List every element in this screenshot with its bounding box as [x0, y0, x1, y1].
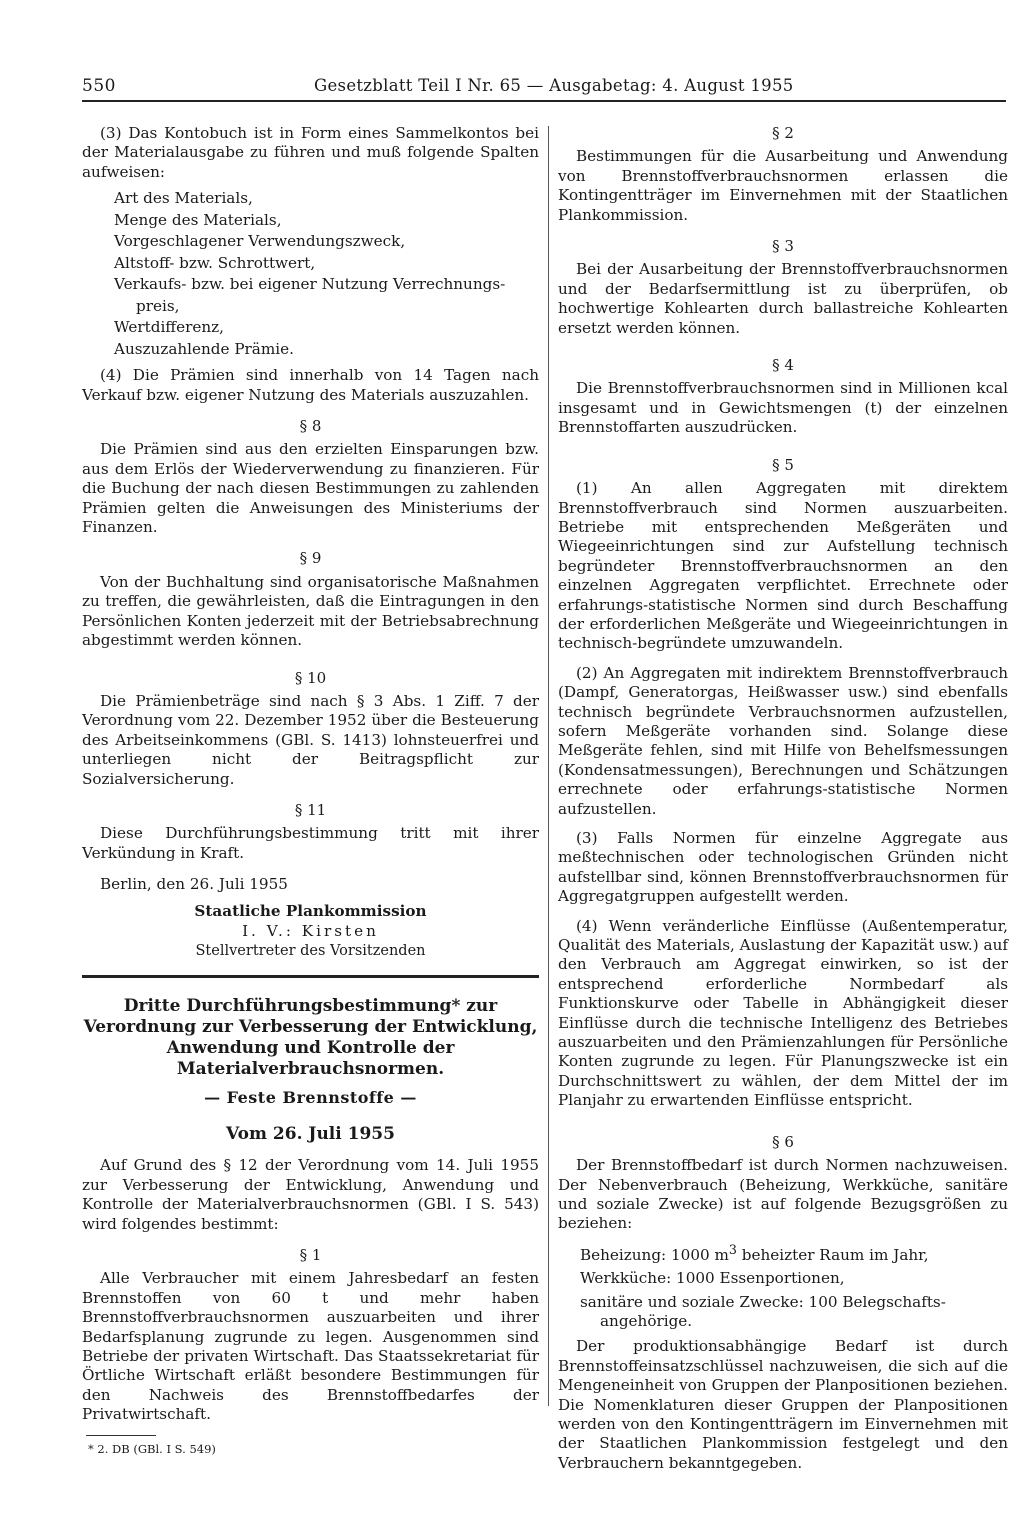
- page-header: [82, 74, 1006, 102]
- reference-item-canteen: Werkküche: 1000 Essenportionen,: [580, 1269, 845, 1288]
- section-heading: § 9: [299, 549, 322, 568]
- section-9-text: Von der Buchhaltung sind organisatorische Maßnahmen zu treffen, die gewährleisten, daß die Eintragungen in den Persönlichen Konten jederzeit mit der Betriebsabrechnung abgestimmt werden können.: [82, 572, 539, 650]
- section-4-text: Die Brennstoffverbrauchsnormen sind in Millionen kcal insgesamt und in Gewichtsmengen (t) der einzelnen Brennstoffarten auszudrücken.: [558, 379, 1008, 437]
- section-6-text-2: Der produktionsabhängige Bedarf ist durch Brennstoffeinsatzschlüssel nachzuweisen, die sich auf die Mengeneinheit von Gruppen der Planpositionen beziehen. Die Nomenklaturen dieser Gruppen der Planpositionen werden von den Kontingentträgern im Einvernehmen mit der Staatlichen Plankommission festgelegt und den Verbrauchern bekanntgegeben.: [558, 1337, 1008, 1472]
- place-and-date: Berlin, den 26. Juli 1955: [100, 875, 288, 894]
- footnote-rule: [86, 1435, 156, 1436]
- list-item: preis,: [136, 296, 180, 315]
- document-date: Vom 26. Juli 1955: [226, 1123, 395, 1144]
- section-heading: § 11: [294, 800, 327, 819]
- section-6-text: Der Brennstoffbedarf ist durch Normen nachzuweisen. Der Nebenverbrauch (Beheizung, Werkküche, sanitäre und soziale Zwecke) ist auf folgende Bezugsgrößen zu beziehen:: [558, 1156, 1008, 1233]
- section-5-paragraph-4: (4) Wenn veränderliche Einflüsse (Außentemperatur, Qualität des Materials, Auslastung der Kapazität usw.) auf den Verbrauch am Aggregat einwirken, so ist der entsprechend erforderliche Normbedarf als Funktionskurve oder Tabelle in Abhängigkeit dieser Einflüsse durch die technische Intelligenz des Betriebes auszuarbeiten und den Prämienzahlungen für Persönliche Konten zugrunde zu legen. Für Planungszwecke ist ein Durchschnittswert zu wählen, der dem Mittel der im Planjahr zu erwartenden Einflüsse entspricht.: [558, 916, 1008, 1110]
- column-divider: [548, 126, 549, 1406]
- running-title: Gesetzblatt Teil I Nr. 65 — Ausgabetag: 4. August 1955: [314, 76, 794, 95]
- section-heading: § 4: [772, 356, 794, 375]
- page-number: 550: [82, 76, 116, 96]
- section-10-text: Die Prämienbeträge sind nach § 3 Abs. 1 Ziff. 7 der Verordnung vom 22. Dezember 1952 über die Besteuerung des Arbeitseinkommens (GBl. S. 1413) lohnsteuerfrei und unterliegen nicht der Beitragspflicht zur Sozialversicherung.: [82, 691, 539, 788]
- list-item: Wertdifferenz,: [114, 318, 224, 337]
- list-item: Altstoff- bzw. Schrottwert,: [114, 253, 316, 272]
- section-heading: § 6: [772, 1132, 794, 1151]
- section-11-text: Diese Durchführungsbestimmung tritt mit ihrer Verkündung in Kraft.: [82, 824, 539, 862]
- reference-item-sanitary: sanitäre und soziale Zwecke: 100 Belegschafts-: [580, 1292, 946, 1311]
- section-5-paragraph-3: (3) Falls Normen für einzelne Aggregate aus meßtechnischen oder technologischen Gründen nicht aufstellbar sind, können Brennstoffverbrauchsnormen für Aggregatgruppen aufgestellt werden.: [558, 829, 1008, 906]
- reference-item-sanitary-cont: angehörige.: [600, 1312, 693, 1330]
- section-5-paragraph-1: (1) An allen Aggregaten mit direktem Brennstoffverbrauch sind Normen auszuarbeiten. Betriebe mit entsprechenden Meßgeräten und Wiegeeinrichtungen sind zur Aufstellung technisch begründeter Brennstoffverbrauchsnormen an den einzelnen Aggregaten verpflichtet. Errechnete oder erfahrungs-statistische Normen sind durch Beschaffung der erforderlichen Meßgeräte und Wiegeeinrichtungen in technisch-begründete umzuwandeln.: [558, 479, 1008, 653]
- list-item: Menge des Materials,: [114, 210, 282, 229]
- section-2-text: Bestimmungen für die Ausarbeitung und Anwendung von Brennstoffverbrauchsnormen erlassen die Kontingentträger im Einvernehmen mit der Staatlichen Plankommission.: [558, 147, 1008, 224]
- list-item: Verkaufs- bzw. bei eigener Nutzung Verrechnungs-: [114, 275, 506, 294]
- section-heading: § 10: [294, 668, 327, 687]
- signature-block: [82, 901, 539, 961]
- right-column: [558, 124, 1008, 1473]
- issuing-authority: Staatliche Plankommission: [194, 901, 427, 920]
- section-1-text: Alle Verbraucher mit einem Jahresbedarf an festen Brennstoffen von 60 t und mehr haben Brennstoffverbrauchsnormen auszuarbeiten und ihrer Bedarfsplanung zugrunde zu legen. Ausgenommen sind Betriebe der privaten Wirtschaft. Das Staatssekretariat für Örtliche Wirtschaft erläßt besondere Bestimmungen für den Nachweis des Brennstoffbedarfes der Privatwirtschaft.: [82, 1269, 539, 1424]
- section-heading: § 3: [772, 237, 794, 256]
- signer-name: I. V.: Kirsten: [242, 921, 379, 940]
- section-heading: § 2: [772, 124, 794, 142]
- preamble: Auf Grund des § 12 der Verordnung vom 14. Juli 1955 zur Verbesserung der Entwicklung, Anwendung und Kontrolle der Materialverbrauchsnormen (GBl. I S. 543) wird folgendes bestimmt:: [82, 1156, 539, 1233]
- document-title: Dritte Durchführungsbestimmung* zur Verordnung zur Verbesserung der Entwicklung, Anwendung und Kontrolle der Materialverbrauchsnormen.: [83, 995, 538, 1079]
- section-8-text: Die Prämien sind aus den erzielten Einsparungen bzw. aus dem Erlös der Wiederverwendung zu finanzieren. Für die Buchung der nach diesen Bestimmungen zu zahlenden Prämien gelten die Anweisungen des Ministeriums der Finanzen.: [82, 440, 539, 537]
- reference-item-heating: Beheizung: 1000 $m^3$ beheizter Raum im Jahr,: [580, 1241, 929, 1264]
- paragraph-4: (4) Die Prämien sind innerhalb von 14 Tagen nach Verkauf bzw. eigener Nutzung des Materials auszuzahlen.: [82, 366, 539, 404]
- list-item: Vorgeschlagener Verwendungszweck,: [114, 232, 406, 251]
- left-column: [82, 124, 539, 1459]
- section-heading: § 1: [299, 1246, 322, 1264]
- account-columns-list: [114, 188, 539, 360]
- section-divider: [82, 975, 539, 978]
- section-heading: § 5: [772, 455, 794, 474]
- list-item: Auszuzahlende Prämie.: [114, 339, 294, 358]
- document-subtitle: — Feste Brennstoffe —: [204, 1087, 417, 1107]
- section-3-text: Bei der Ausarbeitung der Brennstoffverbrauchsnormen und der Bedarfsermittlung ist zu überprüfen, ob hochwertige Kohlearten durch ballastreiche Kohlearten ersetzt werden können.: [558, 260, 1008, 337]
- section-5-paragraph-2: (2) An Aggregaten mit indirektem Brennstoffverbrauch (Dampf, Generatorgas, Heißwasser usw.) sind ebenfalls technisch begründete Verbrauchsnormen aufzustellen, sofern Meßgeräte vorhanden sind. Solange diese Meßgeräte fehlen, sind mit Hilfe von Behelfsmessungen (Kondensatmessungen), Berechnungen und Schätzungen errechnete oder erfahrungs-statistische Normen aufzustellen.: [558, 663, 1008, 818]
- list-item: Art des Materials,: [114, 189, 253, 208]
- footnote: * 2. DB (GBl. I S. 549): [88, 1441, 216, 1456]
- section-heading: § 8: [299, 417, 322, 436]
- paragraph-3: (3) Das Kontobuch ist in Form eines Sammelkontos bei der Materialausgabe zu führen und muß folgende Spalten aufweisen:: [82, 124, 539, 181]
- signer-role: Stellvertreter des Vorsitzenden: [195, 942, 426, 959]
